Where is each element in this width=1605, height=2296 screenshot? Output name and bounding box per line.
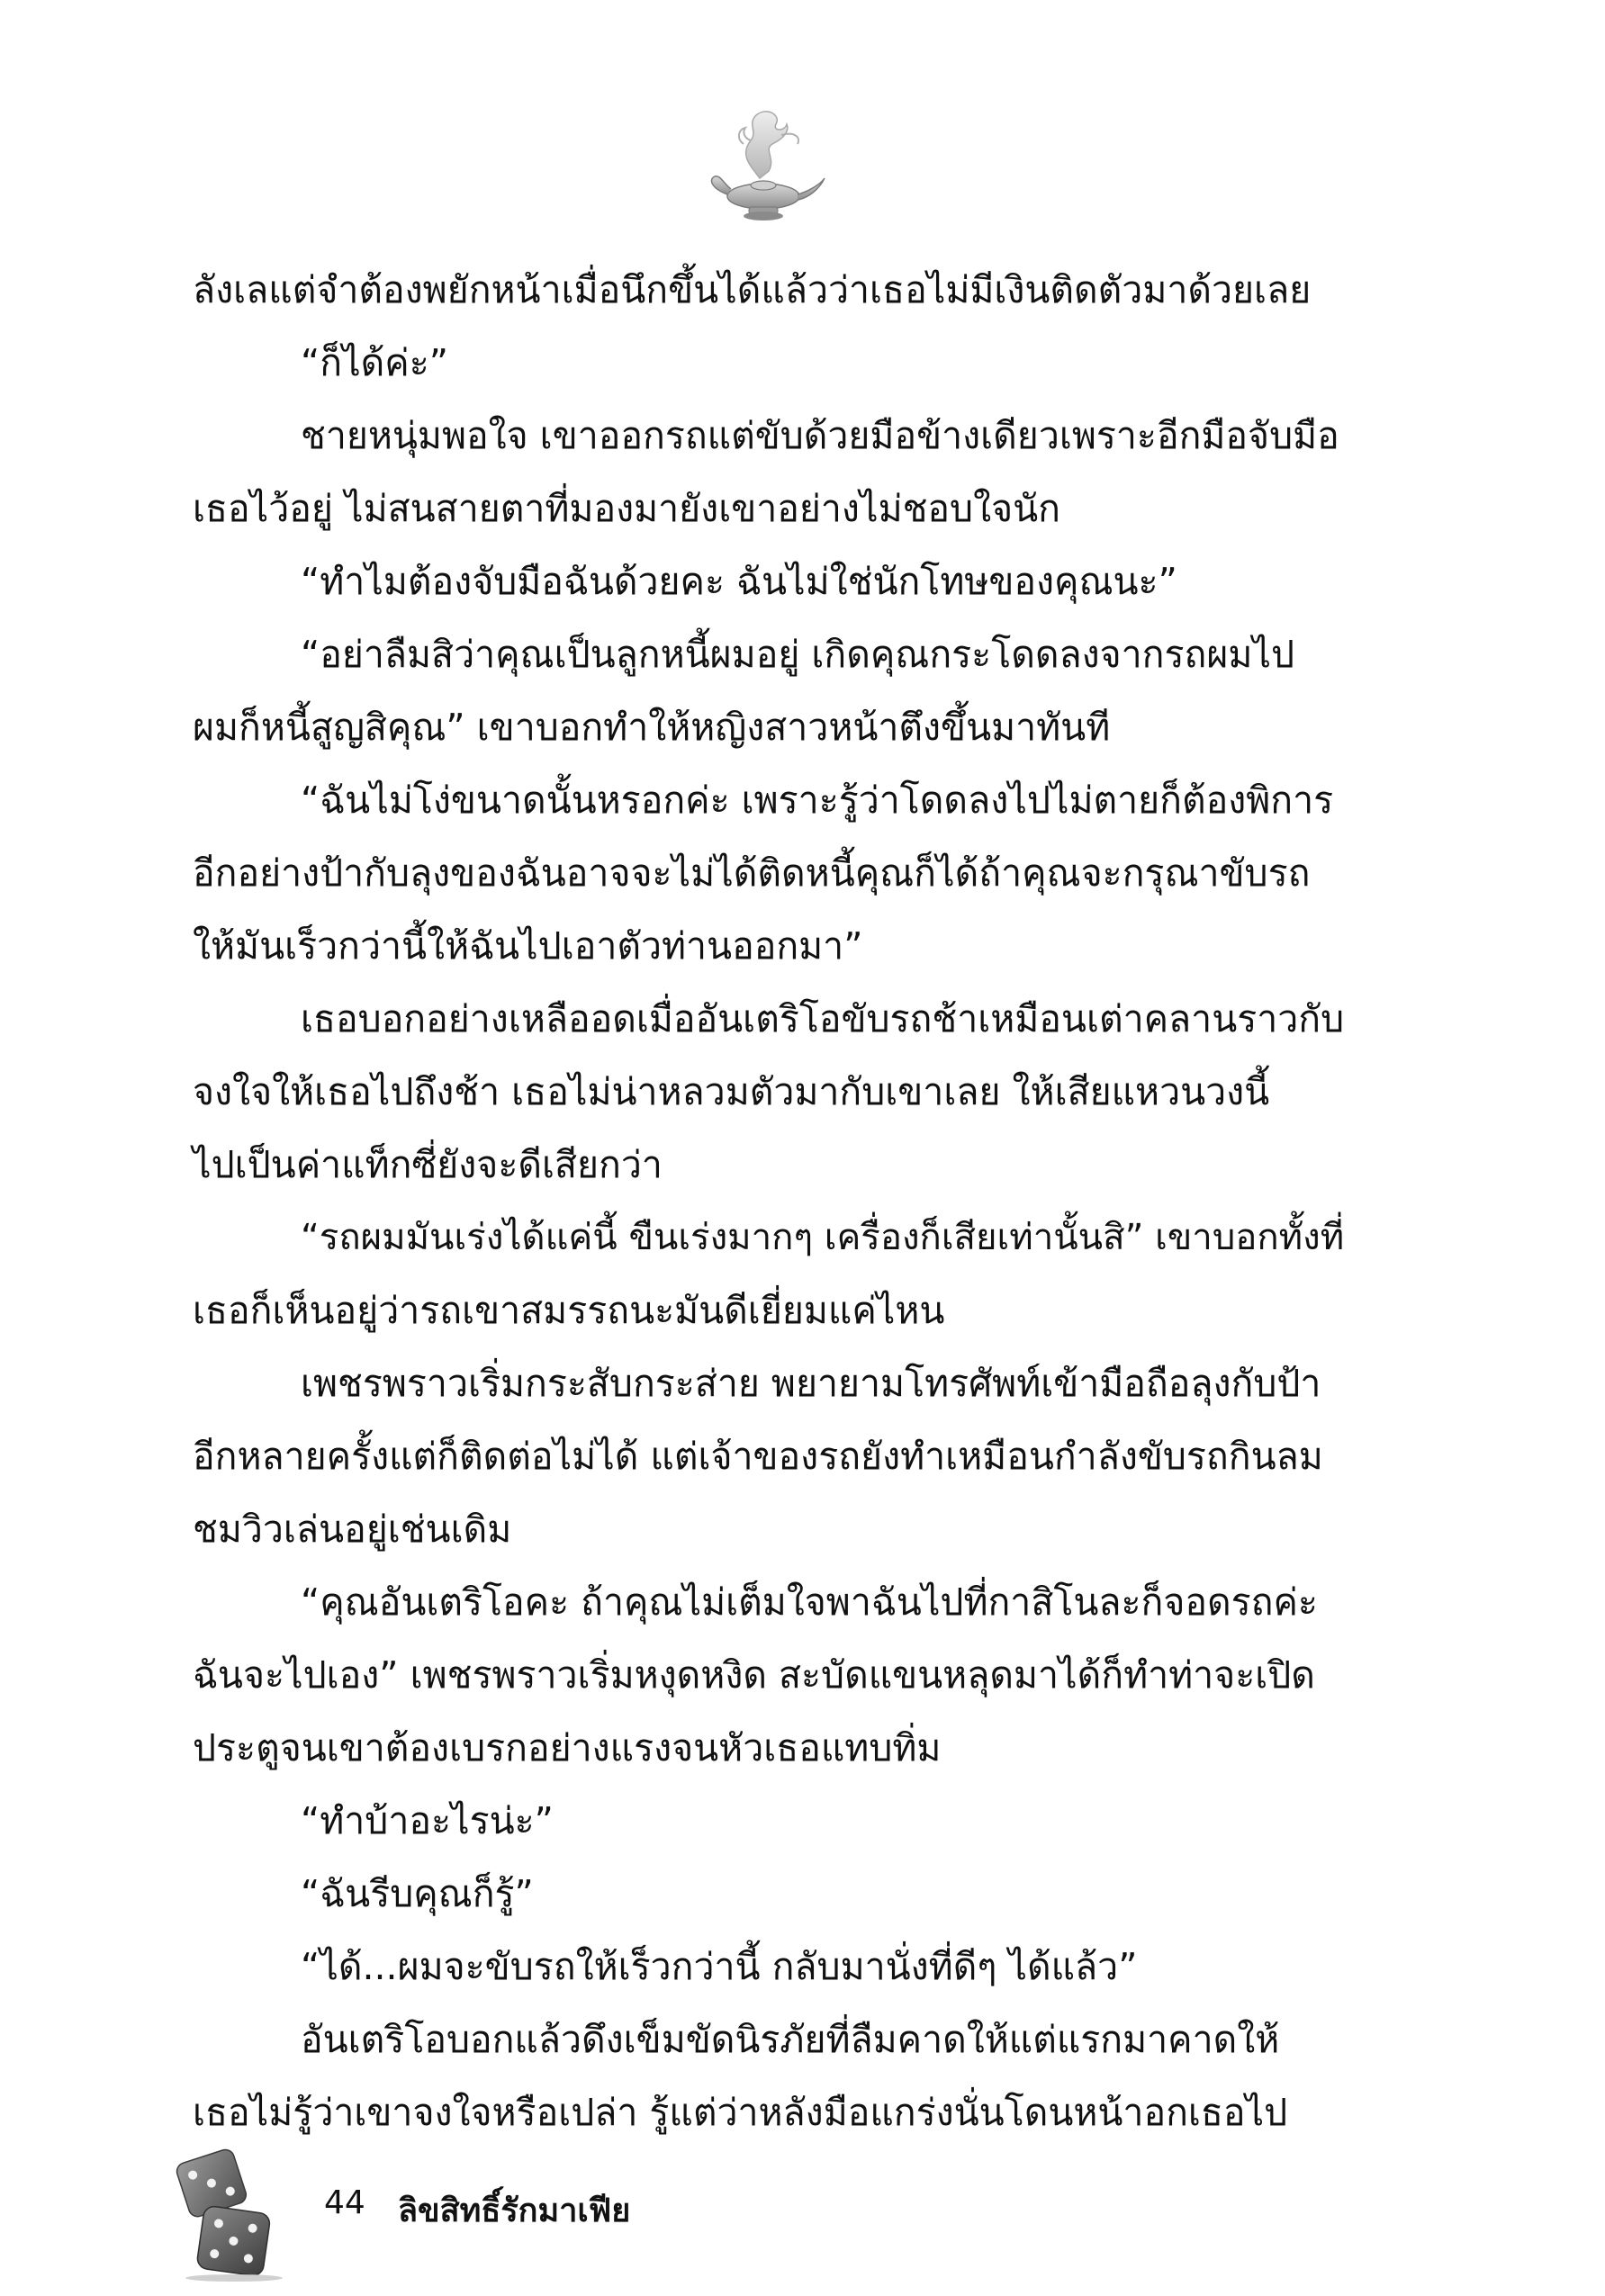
text-line: “รถผมมันเร่งได้แค่นี้ ขืนเร่งมากๆ เครื่องก็เสียเท่านั้นสิ” เขาบอกทั้งที่ (301, 1217, 1345, 1258)
text-line: ให้มันเร็วกว่านี้ให้ฉันไปเอาตัวท่านออกมา” (193, 924, 863, 968)
text-line: “ก็ได้ค่ะ” (301, 341, 448, 384)
text-line: “ทำไมต้องจับมือฉันด้วยคะ ฉันไม่ใช่นักโทษของคุณนะ” (301, 560, 1177, 603)
text-line: เธอไว้อยู่ ไม่สนสายตาที่มองมายังเขาอย่างไม่ชอบใจนัก (193, 487, 1060, 530)
book-title: ลิขสิทธิ์รักมาเฟีย (398, 2192, 631, 2229)
text-line: “ทำบ้าอะไรน่ะ” (301, 1799, 554, 1842)
text-line: ประตูจนเขาต้องเบรกอย่างแรงจนหัวเธอแทบทิ่ม (193, 1726, 942, 1769)
body-text (193, 254, 1354, 2149)
text-line: เธอบอกอย่างเหลืออดเมื่ออันเตริโอขับรถช้าเหมือนเต่าคลานราวกับ (301, 997, 1345, 1040)
text-line: “อย่าลืมสิว่าคุณเป็นลูกหนี้ผมอยู่ เกิดคุณกระโดดลงจากรถผมไป (301, 633, 1295, 676)
text-line: ชมวิวเล่นอยู่เช่นเดิม (193, 1508, 512, 1551)
text-line: อีกหลายครั้งแต่ก็ติดต่อไม่ได้ แต่เจ้าของรถยังทำเหมือนกำลังขับรถกินลม (193, 1435, 1323, 1478)
text-line: “ได้...ผมจะขับรถให้เร็วกว่านี้ กลับมานั่งที่ดีๆ ได้แล้ว” (301, 1945, 1138, 1988)
text-line: ไปเป็นค่าแท็กซี่ยังจะดีเสียกว่า (193, 1143, 663, 1186)
dice-icon (162, 2147, 288, 2282)
text-line: ฉันจะไปเอง” เพชรพราวเริ่มหงุดหงิด สะบัดแขนหลุดมาได้ก็ทำท่าจะเปิด (193, 1653, 1315, 1697)
genie-lamp-icon (704, 108, 830, 225)
text-line: “ฉันรีบคุณก็รู้” (301, 1872, 534, 1915)
text-line: “ฉันไม่โง่ขนาดนั้นหรอกค่ะ เพราะรู้ว่าโดดลงไปไม่ตายก็ต้องพิการ (301, 779, 1334, 822)
text-line: ผมก็หนี้สูญสิคุณ” เขาบอกทำให้หญิงสาวหน้าตึงขึ้นมาทันที (193, 706, 1111, 749)
text-line: เธอก็เห็นอยู่ว่ารถเขาสมรรถนะมันดีเยี่ยมแค่ไหน (193, 1289, 945, 1332)
text-line: อันเตริโอบอกแล้วดึงเข็มขัดนิรภัยที่ลืมคาดให้แต่แรกมาคาดให้ (301, 2018, 1280, 2061)
text-line: “คุณอันเตริโอคะ ถ้าคุณไม่เต็มใจพาฉันไปที่กาสิโนละก็จอดรถค่ะ (301, 1580, 1318, 1624)
text-line: เธอไม่รู้ว่าเขาจงใจหรือเปล่า รู้แต่ว่าหลังมือแกร่งนั่นโดนหน้าอกเธอไป (193, 2091, 1288, 2134)
page-footer (162, 2147, 882, 2282)
text-line: อีกอย่างป้ากับลุงของฉันอาจจะไม่ได้ติดหนี้คุณก็ได้ถ้าคุณจะกรุณาขับรถ (193, 851, 1311, 895)
page-number: 44 (324, 2184, 365, 2221)
text-line: ชายหนุ่มพอใจ เขาออกรถแต่ขับด้วยมือข้างเดียวเพราะอีกมือจับมือ (301, 414, 1339, 457)
text-line: จงใจให้เธอไปถึงช้า เธอไม่น่าหลวมตัวมากับเขาเลย ให้เสียแหวนวงนี้ (193, 1070, 1270, 1113)
text-line: ลังเลแต่จำต้องพยักหน้าเมื่อนึกขึ้นได้แล้วว่าเธอไม่มีเงินติดตัวมาด้วยเลย (193, 268, 1312, 311)
text-line: เพชรพราวเริ่มกระสับกระส่าย พยายามโทรศัพท์เข้ามือถือลุงกับป้า (301, 1362, 1321, 1405)
